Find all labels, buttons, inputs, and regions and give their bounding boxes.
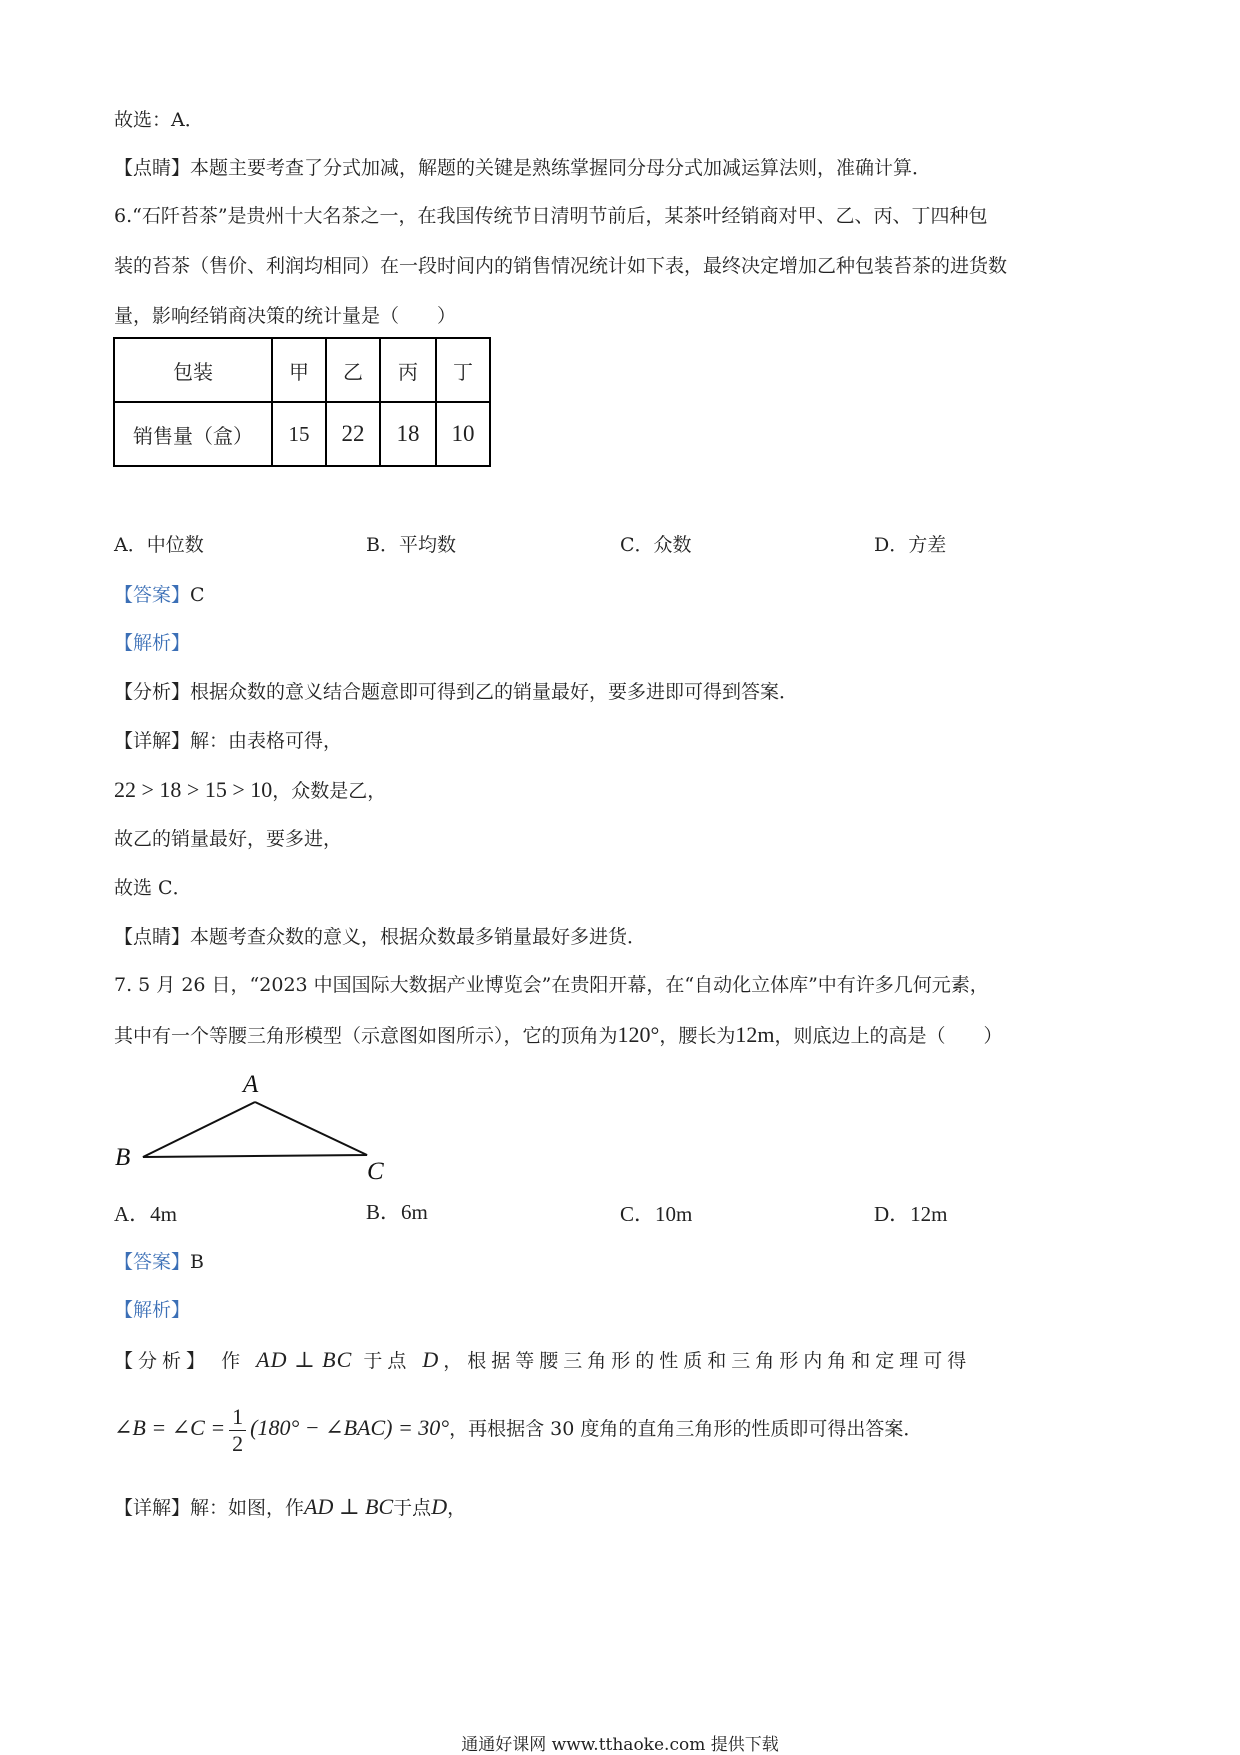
- q6-line-1: 6.“石阡苔茶”是贵州十大名茶之一，在我国传统节日清明节前后，某茶叶经销商对甲、乙、丙、丁四种包: [114, 205, 988, 227]
- q6-option-d: D．方差: [874, 534, 947, 556]
- q6-option-c: C．众数: [620, 534, 692, 556]
- q6-line-2: 装的苔茶（售价、利润均相同）在一段时间内的销售情况统计如下表，最终决定增加乙种包装苔茶的进货数: [114, 255, 1008, 277]
- inequality-expr: 22 > 18 > 15 > 10: [114, 777, 273, 802]
- table-header-row: [114, 338, 490, 402]
- q7-line-2b: ，腰长为: [659, 1025, 736, 1047]
- fenxi-text-1: 作: [221, 1350, 246, 1372]
- point-d: D: [431, 1494, 448, 1519]
- table-row-label: 销售量（盒）: [114, 402, 272, 466]
- q7-option-a: A．4m: [114, 1202, 177, 1226]
- xiangjie-text: 解：由表格可得，: [190, 730, 343, 752]
- dianjing-tag: 【点睛】: [114, 926, 191, 948]
- table-header-cell: 甲: [272, 338, 326, 402]
- vertex-label-b: B: [115, 1144, 131, 1171]
- q6-analysis-tag: 【解析】: [114, 632, 191, 654]
- q6-xiangjie: [114, 726, 342, 756]
- q6-fenxi: [114, 677, 798, 707]
- vertex-label-a: A: [243, 1071, 259, 1098]
- angle-equation-right: (180° − ∠BAC) = 30°: [250, 1415, 450, 1440]
- perpendicular-expr: AD ⊥ BC: [256, 1347, 353, 1372]
- dianjing-text: 本题考查众数的意义，根据众数最多销量最好多进货．: [190, 926, 647, 948]
- table-row: [114, 402, 490, 466]
- q7-line-2c: ，则底边上的高是（ ）: [774, 1025, 1003, 1047]
- answer-tag: 【答案】: [114, 1251, 191, 1273]
- sales-table: [113, 337, 491, 467]
- angle-equation-left: ∠B = ∠C =: [114, 1415, 226, 1440]
- table-cell: 22: [326, 402, 380, 466]
- fenxi-text: 根据众数的意义结合题意即可得到乙的销量最好，要多进即可得到答案．: [190, 681, 799, 703]
- answer-value: C: [190, 584, 205, 606]
- q6-option-b: B．平均数: [366, 534, 456, 556]
- table-cell: 18: [380, 402, 436, 466]
- q6-inequality: [114, 775, 386, 806]
- fenxi-text-3: ，根据等腰三角形的性质和三角形内角和定理可得: [443, 1350, 972, 1372]
- q6-dianjing: [114, 922, 646, 952]
- xiangjie-tag: 【详解】: [114, 730, 191, 752]
- q7-option-b: B．6m: [366, 1200, 428, 1224]
- q7-analysis-tag: 【解析】: [114, 1299, 191, 1321]
- triangle-shape: [143, 1102, 367, 1157]
- fraction-one-half: [229, 1404, 246, 1457]
- q7-fenxi-line-1: [114, 1345, 971, 1376]
- table-header-label: 包装: [114, 338, 272, 402]
- answer-tag: 【答案】: [114, 584, 191, 606]
- answer-value: B: [190, 1251, 204, 1273]
- xiangjie-text-1: 解：如图，作: [190, 1497, 305, 1519]
- q7-line-2: [114, 1020, 1002, 1051]
- table-header-cell: 丙: [380, 338, 436, 402]
- q7-line-1: 7. 5 月 26 日，“2023 中国国际大数据产业博览会”在贵阳开幕，在“自动化立体库”中有许多几何元素，: [114, 974, 989, 996]
- fenxi-tag: 【分析】: [114, 681, 191, 703]
- table-cell: 10: [436, 402, 490, 466]
- dianjing-tag: 【点睛】: [114, 157, 191, 179]
- dianjing-text: 本题主要考查了分式加减，解题的关键是熟练掌握同分母分式加减运算法则，准确计算．: [190, 157, 932, 179]
- q6-conclusion-1: 故乙的销量最好，要多进，: [114, 828, 343, 850]
- q7-fenxi-line-2: [114, 1398, 922, 1459]
- leg-length: 12m: [735, 1022, 775, 1047]
- triangle-diagram: [105, 1065, 405, 1190]
- q6-line-3: 量，影响经销商决策的统计量是（ ）: [114, 305, 457, 327]
- fenxi-text-2: 于点: [363, 1350, 412, 1372]
- apex-angle: 120°: [617, 1022, 660, 1047]
- q6-option-a: A．中位数: [114, 534, 204, 556]
- page-footer: 通通好课网 www.tthaoke.com 提供下载: [461, 1735, 779, 1755]
- table-cell: 15: [272, 402, 326, 466]
- xiangjie-text-2: 于点: [393, 1497, 432, 1519]
- fenxi-tag: 【分析】: [114, 1350, 211, 1372]
- table-header-cell: 乙: [326, 338, 380, 402]
- point-d: D: [422, 1347, 444, 1372]
- perpendicular-expr: AD ⊥ BC: [304, 1494, 394, 1519]
- xiangjie-text-3: ，: [447, 1497, 467, 1519]
- line-dianjing-1: [114, 153, 931, 183]
- table-header-cell: 丁: [436, 338, 490, 402]
- q7-option-d: D．12m: [874, 1202, 948, 1226]
- q6-answer: [114, 580, 205, 610]
- fenxi-text-4: ，再根据含 30 度角的直角三角形的性质即可得出答案．: [449, 1418, 923, 1440]
- line-guxuan-a: 故选：A．: [114, 109, 204, 131]
- q7-answer: [114, 1247, 204, 1277]
- vertex-label-c: C: [367, 1158, 384, 1185]
- xiangjie-tag: 【详解】: [114, 1497, 191, 1519]
- fraction-denominator: 2: [232, 1430, 244, 1456]
- q7-line-2a: 其中有一个等腰三角形模型（示意图如图所示），它的顶角为: [114, 1025, 618, 1047]
- q7-option-c: C．10m: [620, 1202, 693, 1226]
- q7-xiangjie: [114, 1492, 466, 1523]
- q6-conclusion-2: 故选 C．: [114, 877, 192, 899]
- inequality-tail: ，众数是乙，: [272, 780, 387, 802]
- fraction-numerator: 1: [229, 1404, 246, 1431]
